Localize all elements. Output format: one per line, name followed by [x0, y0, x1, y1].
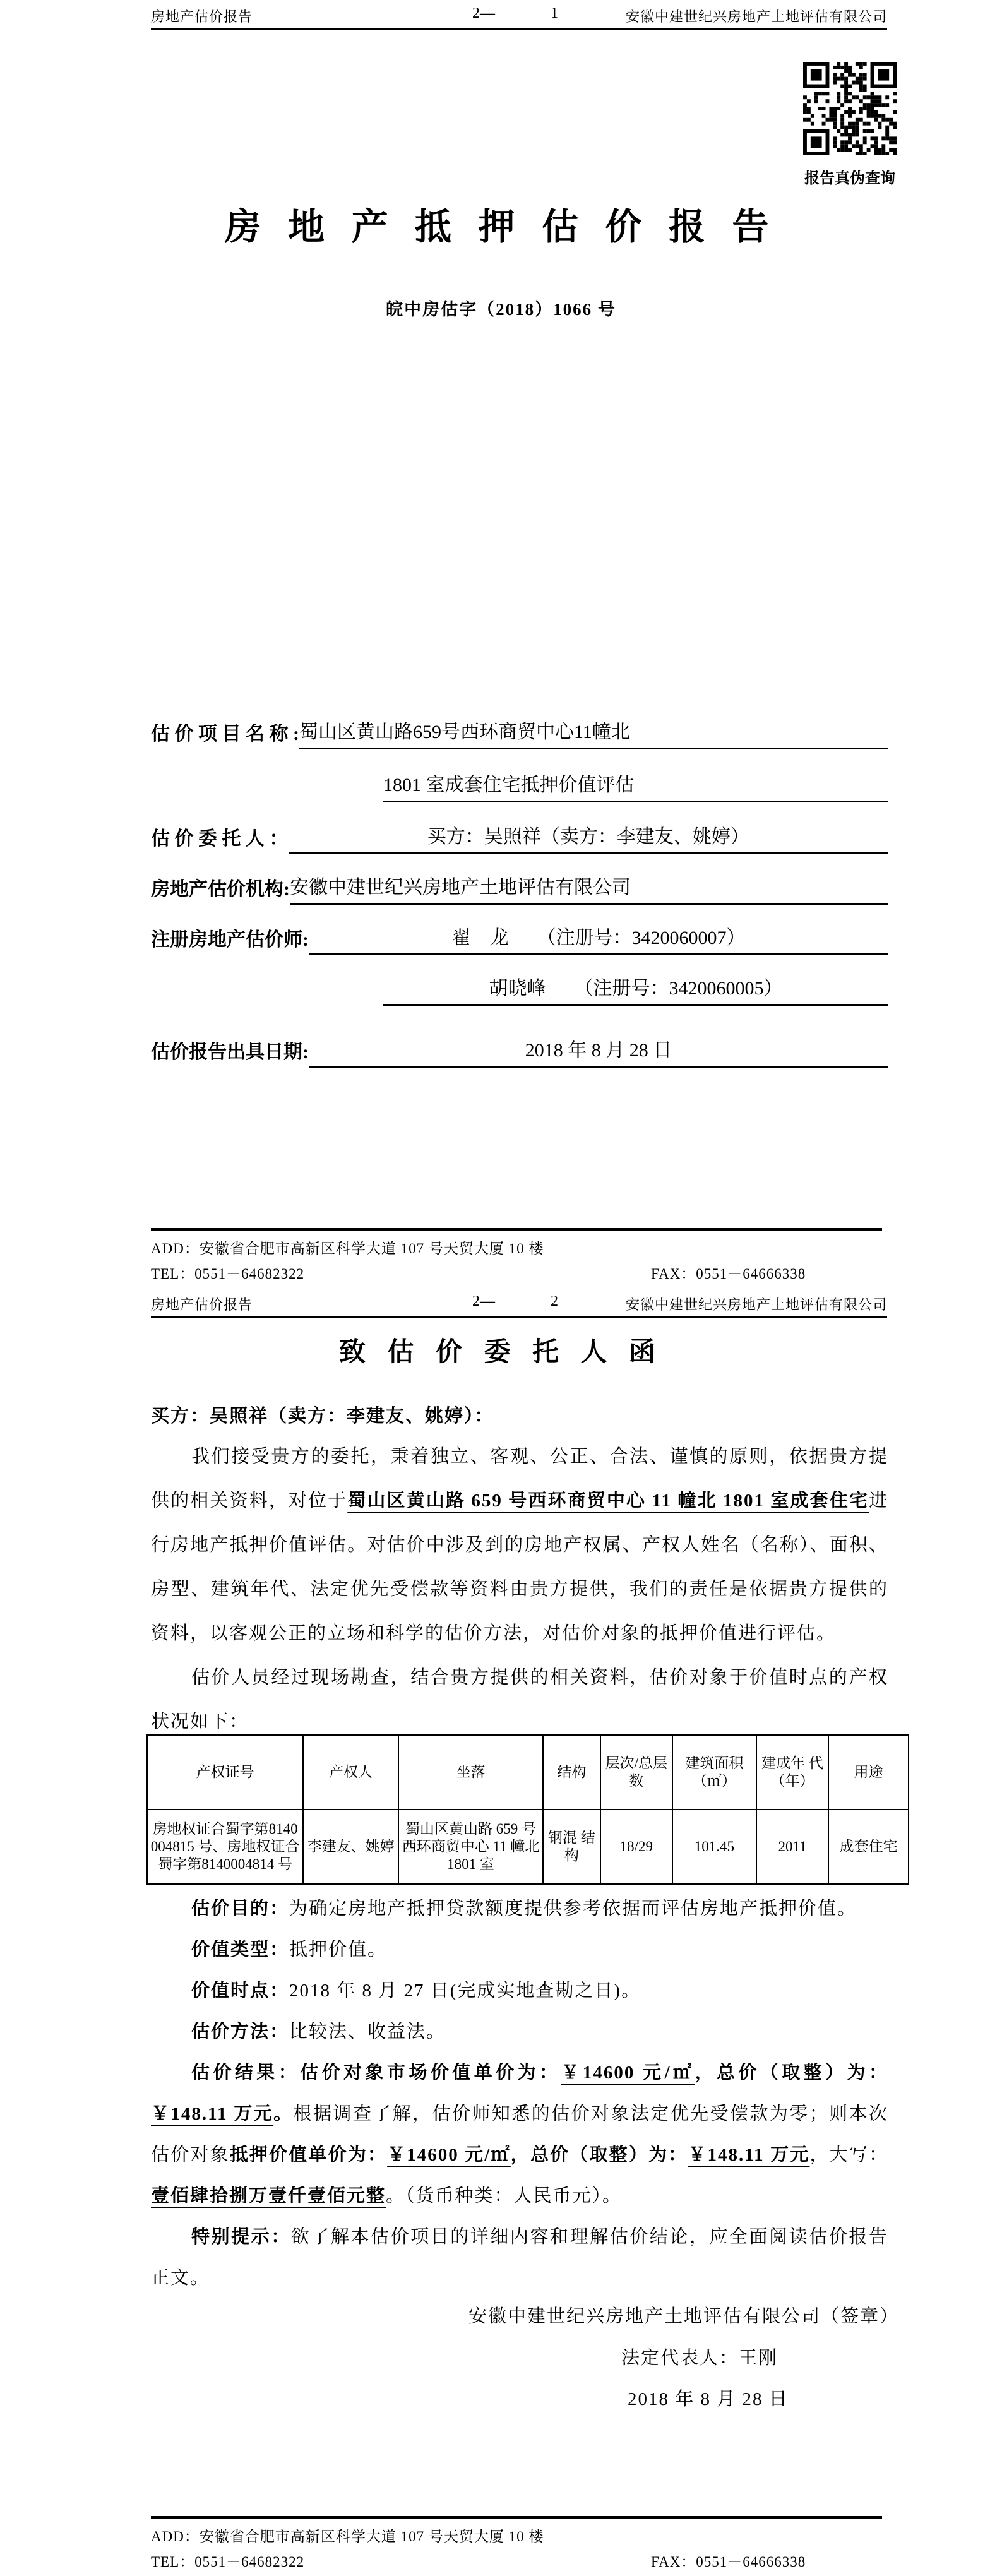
- result-text: 根据调查了解，估价师知悉的估价对象法定优先受偿款为零；则本次估价对象: [151, 2104, 888, 2165]
- running-header-company: 安徽中建世纪兴房地产土地评估有限公司: [625, 9, 887, 25]
- page-number: 2: [551, 1293, 558, 1309]
- field-label-agency: 房地产估价机构:: [151, 879, 290, 900]
- subject-property-emphasis: 蜀山区黄山路 659 号西环商贸中心 11 幢北 1801 室成套住宅: [347, 1491, 869, 1511]
- field-row-appraiser-1: [151, 922, 888, 955]
- field-row-appraiser-2: [151, 972, 888, 1006]
- field-row-project-cont: [151, 769, 888, 802]
- ownership-table: [146, 1734, 909, 1885]
- cell-floor: 18/29: [600, 1810, 673, 1884]
- cell-owner: 李建友、姚婷: [303, 1810, 398, 1884]
- paragraph-text: 估价人员经过现场勘查，结合贵方提供的相关资料，估价对象于价值时点的产权状况如下：: [151, 1667, 888, 1732]
- value-date-label: 价值时点：: [191, 1981, 290, 2001]
- col-header-certificate: 产权证号: [147, 1735, 303, 1810]
- field-row-client: [151, 821, 888, 854]
- cell-certificate: 房地权证合蜀字第8140004815 号、房地权证合蜀字第8140004814 号: [147, 1810, 303, 1884]
- cell-year: 2011: [756, 1810, 829, 1884]
- method-line: [151, 2012, 888, 2053]
- signature-company: 安徽中建世纪兴房地产土地评估有限公司（签章）: [468, 2306, 899, 2327]
- field-value-appraiser-2: 胡晓峰 （注册号：3420060005）: [383, 972, 888, 1006]
- footer-tel: TEL：0551－64682322: [151, 1266, 305, 1282]
- letter-body: [151, 1434, 888, 1744]
- field-label-issue-date: 估价报告出具日期:: [151, 1042, 309, 1063]
- field-row-project: [151, 716, 888, 749]
- value-date-text: 2018 年 8 月 27 日(完成实地查勘之日)。: [289, 1981, 641, 2001]
- cell-structure: 钢混 结构: [543, 1810, 600, 1884]
- purpose-label: 估价目的：: [191, 1899, 290, 1919]
- running-header-title: 房地产估价报告: [151, 9, 253, 25]
- field-label-project: 估 价 项 目 名 称 :: [151, 724, 299, 744]
- total-price-value: ￥148.11 万元: [151, 2104, 274, 2124]
- purpose-line: [151, 1888, 888, 1929]
- result-text: 。（货币种类：人民币元）。: [386, 2186, 623, 2206]
- report-title: 房 地 产 抵 押 估 价 报 告: [224, 206, 778, 247]
- page-count-prefix: 2—: [472, 1293, 495, 1309]
- qr-label: 报告真伪查询: [804, 170, 895, 187]
- notice-paragraph: [151, 2217, 888, 2299]
- cell-area: 101.45: [672, 1810, 756, 1884]
- col-header-floor: 层次/总层数: [600, 1735, 673, 1810]
- footer-address: ADD：安徽省合肥市高新区科学大道 107 号天贸大厦 10 楼: [151, 1241, 544, 1256]
- result-text: ，大写：: [809, 2145, 888, 2165]
- col-header-location: 坐落: [398, 1735, 543, 1810]
- field-value-issue-date: 2018 年 8 月 28 日: [309, 1034, 888, 1068]
- method-label: 估价方法：: [191, 2022, 290, 2042]
- field-value-project-line1: 蜀山区黄山路659号西环商贸中心11幢北: [299, 716, 888, 749]
- field-row-issue-date: [151, 1034, 888, 1068]
- field-label-appraiser: 注册房地产估价师:: [151, 929, 309, 950]
- table-data-row: [147, 1810, 909, 1884]
- footer-fax: FAX：0551－64666338: [651, 1266, 806, 1282]
- signature-representative: 法定代表人：王刚: [621, 2348, 778, 2368]
- field-value-appraiser-1: 翟 龙 （注册号：3420060007）: [309, 922, 888, 955]
- field-label-client: 估 价 委 托 人 ：: [151, 828, 289, 849]
- page-count-prefix: 2—: [472, 5, 495, 21]
- field-value-client: 买方：吴照祥（卖方：李建友、姚婷）: [289, 821, 889, 854]
- result-text: ，总价（取整）为：: [510, 2145, 688, 2165]
- mortgage-total-price-value: ￥148.11 万元: [688, 2145, 810, 2165]
- field-value-project-line2: 1801 室成套住宅抵押价值评估: [383, 769, 888, 802]
- value-date-line: [151, 1971, 888, 2012]
- report-number: 皖中房估字（2018）1066 号: [386, 300, 616, 319]
- result-text: ，总价（取整）为：: [695, 2063, 888, 2083]
- letter-paragraph-2: [151, 1655, 888, 1744]
- field-value-agency: 安徽中建世纪兴房地产土地评估有限公司: [290, 871, 888, 905]
- cell-location: 蜀山区黄山路 659 号西环商贸中心 11 幢北 1801 室: [398, 1810, 543, 1884]
- col-header-owner: 产权人: [303, 1735, 398, 1810]
- result-text: 抵押价值单价为：: [229, 2145, 388, 2165]
- method-text: 比较法、收益法。: [289, 2022, 446, 2042]
- notice-text: 欲了解本估价项目的详细内容和理解估价结论，应全面阅读估价报告正文。: [151, 2227, 888, 2288]
- field-row-agency: [151, 871, 888, 905]
- signature-date: 2018 年 8 月 28 日: [628, 2389, 789, 2409]
- col-header-area: 建筑面积（㎡）: [672, 1735, 756, 1810]
- notice-label: 特别提示：: [191, 2227, 291, 2247]
- table-header-row: [147, 1735, 909, 1810]
- running-header-company: 安徽中建世纪兴房地产土地评估有限公司: [625, 1297, 887, 1313]
- result-text: 估价对象市场价值单价为：: [300, 2063, 561, 2083]
- footer-address: ADD：安徽省合肥市高新区科学大道 107 号天贸大厦 10 楼: [151, 2529, 544, 2544]
- cell-use: 成套住宅: [828, 1810, 909, 1884]
- footer-fax: FAX：0551－64666338: [651, 2554, 806, 2570]
- footer-rule: [151, 2516, 882, 2519]
- col-header-year: 建成年 代（年）: [756, 1735, 829, 1810]
- letter-paragraph-1: [151, 1434, 888, 1655]
- unit-price-value: ￥14600 元/㎡: [561, 2063, 695, 2083]
- paragraph-text: 进行房地产抵押价值评估。对估价中涉及到的房地产权属、产权人姓名（名称）、面积、房型、建筑年代、法定优先受偿款等资料由贵方提供，我们的责任是依据贵方提供的资料，以客观公正的立场和科学的估价方法，对估价对象的抵押价值进行评估。: [151, 1491, 888, 1643]
- value-type-text: 抵押价值。: [289, 1940, 388, 1960]
- page-2-letter: [0, 1288, 1002, 2576]
- header-rule: [151, 1316, 887, 1318]
- result-paragraph: [151, 2053, 888, 2217]
- running-header-title: 房地产估价报告: [151, 1297, 253, 1313]
- paragraph-text: 我们接受贵方的委托，秉着独立、客观、公正、合法、谨慎的原则，依据贵方提供的相关资料，对位于: [151, 1446, 888, 1511]
- footer-tel: TEL：0551－64682322: [151, 2554, 305, 2570]
- page-number: 1: [551, 5, 558, 21]
- col-header-structure: 结构: [543, 1735, 600, 1810]
- mortgage-unit-price-value: ￥14600 元/㎡: [387, 2145, 511, 2165]
- valuation-details: [151, 1888, 888, 2299]
- value-type-label: 价值类型：: [191, 1940, 290, 1960]
- header-rule: [151, 28, 887, 30]
- amount-in-words: 壹佰肆拾捌万壹仟壹佰元整: [151, 2186, 386, 2206]
- letter-salutation: 买方：吴照祥（卖方：李建友、姚婷）：: [151, 1406, 494, 1426]
- letter-title: 致 估 价 委 托 人 函: [338, 1338, 663, 1367]
- footer-rule: [151, 1228, 882, 1231]
- purpose-text: 为确定房地产抵押贷款额度提供参考依据而评估房地产抵押价值。: [289, 1899, 857, 1919]
- qr-code: [803, 62, 897, 155]
- result-label: 估价结果：: [191, 2063, 301, 2083]
- value-type-line: [151, 1929, 888, 1971]
- col-header-use: 用途: [828, 1735, 909, 1810]
- result-text: 。: [273, 2104, 294, 2124]
